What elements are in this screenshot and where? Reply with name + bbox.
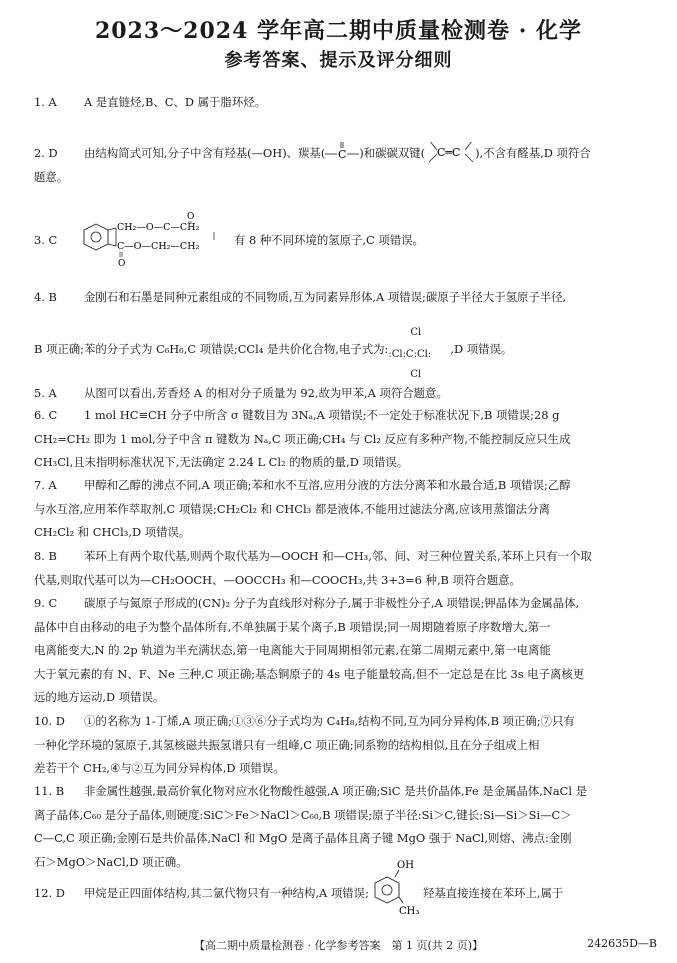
chlorine-top: Cl xyxy=(410,327,422,338)
answer-line xyxy=(34,212,654,269)
answer-item-9 xyxy=(34,592,654,710)
answer-line: A 是直链烃,B、C、D 属于脂环烃。 xyxy=(84,95,266,109)
answer-line: CH₃Cl,且未指明标准状况下,无法确定 2.24 L Cl₂ 的物质的量,D 项错误。 xyxy=(34,455,409,469)
question-number: 5. A xyxy=(34,386,57,400)
answer-line: 1 mol HC≡CH 分子中所含 σ 键数目为 3Nₐ,A 项错误;不一定处于标准状况下,B 项错误;28 g xyxy=(84,408,560,422)
answer-item-4-cont xyxy=(34,327,654,380)
answer-text: 有 8 种不同环境的氢原子,C 项错误。 xyxy=(234,233,424,247)
answer-item-4 xyxy=(34,286,654,310)
answer-line: 代基,则取代基可以为—CH₂OOCH、—OOCCH₃ 和—COOCH₃,共 3+3=6 种,B 项符合题意。 xyxy=(34,572,521,587)
answer-text: 甲烷是正四面体结构,其二氯代物只有一种结构,A 项错误; xyxy=(84,886,369,900)
page-subtitle: 参考答案、提示及评分细则 xyxy=(224,50,453,71)
ccl4-electron-formula xyxy=(388,327,450,380)
answer-line: 题意。 xyxy=(34,169,69,184)
question-number: 11. B xyxy=(34,784,65,798)
answer-line: 一种化学环境的氢原子,其氢核磁共振氢谱只有一组峰,C 项正确;同系物的结构相似,且在分子组成上相 xyxy=(34,737,540,752)
answer-line: C—C,C 项正确;金刚石是共价晶体,NaCl 和 MgO 是离子晶体且离子键 MgO 强于 NaCl,则熔、沸点:金刚 xyxy=(34,831,572,845)
answer-line: 离子晶体,C₆₀ 是分子晶体,则硬度:SiC＞Fe＞NaCl＞C₆₀,B 项错误;原子半径:Si＞C,键长:Si—Si＞Si—C＞ xyxy=(34,807,572,822)
oxygen-label: O xyxy=(339,132,348,143)
answer-line: 从图可以看出,芳香烃 A 的相对分子质量为 92,故为甲苯,A 项符合题意。 xyxy=(84,386,448,400)
ester-top-chain: CH₂—O—C—CH₂ xyxy=(117,222,200,233)
answer-line: 碳原子与氮原子形成的(CN)₂ 分子为直线形对称分子,属于非极性分子,A 项错误;钾晶体为金属晶体, xyxy=(84,596,580,610)
alkene-structure xyxy=(425,147,475,161)
footer-code: 242635D—B xyxy=(587,937,657,950)
question-number: 2. D xyxy=(34,146,58,160)
question-number: 6. C xyxy=(34,408,58,422)
answer-line: CH₂Cl₂ 和 CHCl₃,D 项错误。 xyxy=(34,525,191,539)
answer-line: CH₂=CH₂ 即为 1 mol,分子中含 π 键数为 Nₐ,C 项正确;CH₄ 与 Cl₂ 反应有多种产物,不能控制反应只生成 xyxy=(34,431,571,446)
answer-item-5 xyxy=(34,382,654,406)
answer-text: ,D 项错误。 xyxy=(450,342,513,356)
oxygen-label: O xyxy=(187,212,195,222)
carbonyl-svg xyxy=(325,132,359,161)
question-number: 3. C xyxy=(34,233,58,247)
answer-line: ①的名称为 1-丁烯,A 项正确;①③⑥分子式均为 C₄H₈,结构不同,互为同分异构体,B 项正确;⑦只有 xyxy=(84,714,575,728)
double-bond-label: C═C xyxy=(437,146,461,159)
answer-text: ),不含有醛基,D 项符合 xyxy=(475,146,591,160)
answer-item-10 xyxy=(34,710,654,781)
carbonyl-structure xyxy=(325,132,359,161)
answer-item-3 xyxy=(34,212,654,269)
carbon-label: C xyxy=(338,148,347,161)
question-number: 10. D xyxy=(34,714,65,728)
answer-line: 差若干个 CH₂,④与②互为同分异构体,D 项错误。 xyxy=(34,761,285,775)
ester-structure xyxy=(84,212,234,269)
answer-line: 石＞MgO＞NaCl,D 项正确。 xyxy=(34,854,188,869)
answer-item-2 xyxy=(34,132,654,189)
alkene-svg xyxy=(425,142,475,166)
page-title: 2023～2024 学年高二期中质量检测卷 · 化学 xyxy=(94,18,583,44)
answer-item-11 xyxy=(34,780,654,874)
answer-line: 大于氧元素的有 N、F、Ne 三种,C 项正确;基态铜原子的 4s 电子能量较高,但不一定总是在比 3s 电子离核更 xyxy=(34,666,585,681)
answer-item-1 xyxy=(34,91,654,115)
answer-text: )和碳碳双键( xyxy=(359,146,426,160)
question-number: 1. A xyxy=(34,95,57,109)
answer-text: 由结构简式可知,分子中含有羟基(—OH)、羰基( xyxy=(84,146,326,160)
hydroxyl-label: OH xyxy=(396,860,414,871)
question-number: 8. B xyxy=(34,549,57,563)
methyl-label: CH₃ xyxy=(398,906,420,917)
answer-line: 金刚石和石墨是同种元素组成的不同物质,互为同素异形体,A 项错误;碳原子半径大于氢原子半径, xyxy=(84,290,567,304)
footer-page-info: 【高二期中质量检测卷 · 化学参考答案 第 1 页(共 2 页)】 xyxy=(193,939,484,952)
answer-line xyxy=(34,327,654,380)
answer-line: 电离能变大,N 的 2p 轨道为半充满状态,第一电离能大于同周期相邻元素,在第二周期元素中,第一电离能 xyxy=(34,643,551,657)
answer-line: 苯环上有两个取代基,则两个取代基为—OOCH 和—CH₃,邻、间、对三种位置关系,苯环上只有一个取 xyxy=(84,549,592,563)
answer-item-6 xyxy=(34,404,654,475)
oxygen-label: O xyxy=(118,259,126,269)
answer-text: B 项正确;苯的分子式为 C₆H₆,C 项错误;CCl₄ 是共价化合物,电子式为: xyxy=(34,342,389,356)
answer-line: 远的地方运动,D 项错误。 xyxy=(34,690,165,704)
ester-svg xyxy=(84,212,234,269)
answer-line: 非金属性越强,最高价氧化物对应水化物酸性越强,A 项正确;SiC 是共价晶体,Fe 是金属晶体,NaCl 是 xyxy=(84,784,588,798)
question-number: 7. A xyxy=(34,478,57,492)
answer-item-8 xyxy=(34,545,654,592)
answer-item-7 xyxy=(34,474,654,545)
cresol-structure xyxy=(369,860,423,917)
answer-line: 甲醇和乙醇的沸点不同,A 项正确;苯和水不互溶,应用分液的方法分离苯和水最合适,B 项错误;乙醇 xyxy=(84,478,571,492)
question-number: 12. D xyxy=(34,886,65,900)
ester-bottom-chain: C—O—CH₂—CH₂ xyxy=(117,241,200,252)
answer-line xyxy=(34,132,654,166)
answer-text: 羟基直接连接在苯环上,属于 xyxy=(422,886,564,900)
answer-line: 晶体中自由移动的电子为整个晶体所有,不单独属于某个离子,B 项错误;同一周期随着原子序数增大,第一 xyxy=(34,619,551,634)
ccl4-middle: :Cl:C:Cl: xyxy=(388,349,432,360)
answer-line: 与水互溶,应用苯作萃取剂,C 项错误;CH₂Cl₂ 和 CHCl₃ 都是液体,不能用过滤法分离,应该用蒸馏法分离 xyxy=(34,501,550,516)
question-number: 9. C xyxy=(34,596,58,610)
chlorine-bottom: Cl xyxy=(410,369,422,380)
cresol-svg xyxy=(373,861,427,917)
question-number: 4. B xyxy=(34,290,57,304)
